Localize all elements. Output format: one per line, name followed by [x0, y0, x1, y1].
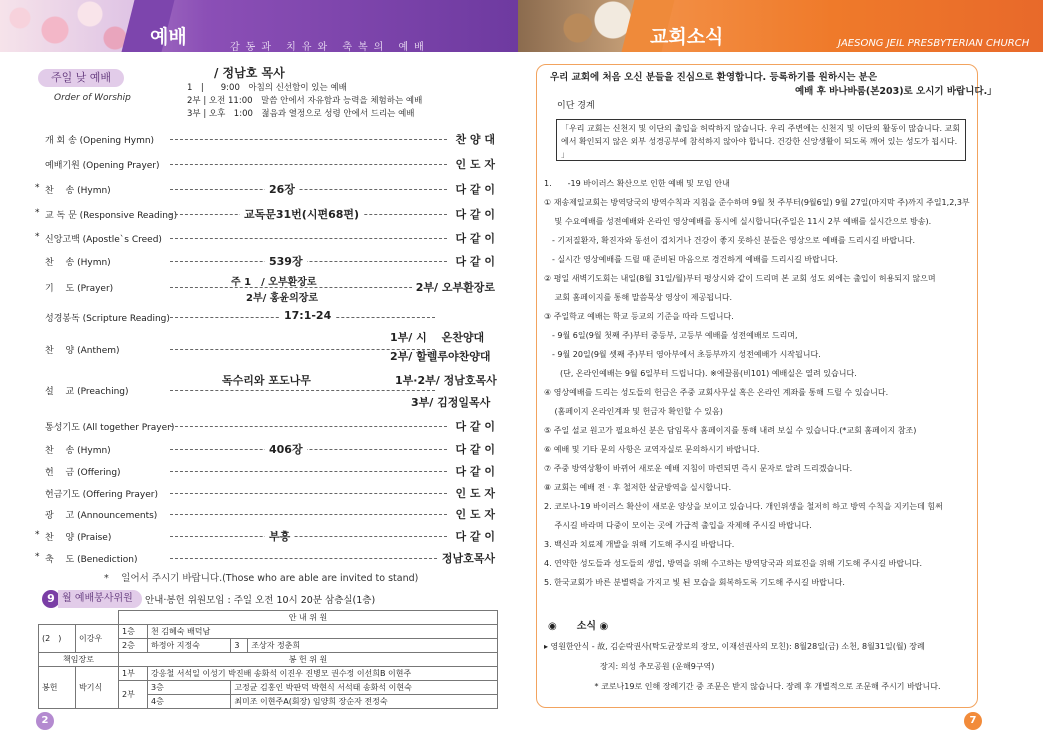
worship-label: 주일 낮 예배	[38, 69, 124, 87]
table-cell: 박기식	[76, 667, 119, 709]
news-line: - 기저질환자, 확진자와 동선이 겹치거나 건강이 좋지 못하신 분들은 영상으로 예배를 드리시길 바랍니다.	[544, 236, 916, 245]
worship-row	[35, 180, 495, 198]
volunteers-label: 월 예배봉사위원	[58, 590, 142, 608]
worship-row-leader: 다 같 이	[451, 441, 495, 457]
worship-row	[40, 417, 495, 435]
stand-note: * 일어서 주시기 바랍니다.(Those who are able are invited to stand)	[104, 573, 419, 584]
worship-row-label: 찬 송 (Hymn)	[45, 186, 111, 196]
header-left-subtitle: 감동과 치유와 축복의 예배	[230, 42, 430, 53]
leader-line	[170, 189, 447, 190]
news-line: ③ 주일학교 예배는 학교 등교의 기준을 따라 드립니다.	[544, 312, 734, 321]
worship-row-detail: 부흥	[265, 528, 294, 544]
worship-row	[40, 484, 495, 502]
worship-row-leader: 다 같 이	[451, 181, 495, 197]
worship-row-label: 찬 양 (Anthem)	[45, 346, 120, 356]
news-line: - 9월 6일(9월 첫째 주)부터 중등부, 고등부 예배를 성전예배로 드리며,	[544, 331, 798, 340]
leader-line	[170, 139, 447, 140]
news-line: (단, 온라인예배는 9월 6일부터 드립니다). ※에끌롬(비101) 예배실은 열려 있습니다.	[544, 369, 857, 378]
stand-marker: *	[35, 530, 40, 540]
table-cell: 최미조 이현주A(회장) 임양희 장순자 전정숙	[231, 695, 498, 709]
news-line: ⑥ 예배 및 기타 문의 사항은 교역자실로 문의하시기 바랍니다.	[544, 445, 760, 454]
leader-line	[170, 558, 447, 559]
sub-news-line: ▸ 영원한안식 - 故, 김순락권사(탁도균장로의 장모, 이재선권사의 모친): 8월28일(금) 소천, 8월31일(월) 장례	[544, 642, 925, 651]
stand-marker: *	[35, 552, 40, 562]
worship-row	[40, 440, 495, 458]
prayer-line1: 주 1 / 오부환장로	[231, 277, 317, 288]
worship-row-label: 성경봉독 (Scripture Reading)	[45, 314, 170, 324]
month-badge: 9	[42, 590, 60, 608]
news-line: 4. 연약한 성도들과 성도들의 생업, 방역을 위해 수고하는 방역당국과 의료진을 위해 기도해 주시길 바랍니다.	[544, 559, 923, 568]
news-line: 5. 한국교회가 바른 분별력을 가지고 빛 된 모습을 회복하도록 기도해 주시길 바랍니다.	[544, 578, 845, 587]
table-cell: 4층	[148, 695, 231, 709]
stand-marker: *	[35, 232, 40, 242]
worship-row-leader: 다 같 이	[451, 253, 495, 269]
anthem-line1: 1부/ 시 온찬양대	[390, 331, 485, 344]
worship-row	[40, 462, 495, 480]
worship-row-leader: 다 같 이	[451, 463, 495, 479]
leader-line	[170, 514, 447, 515]
anthem-line2: 2부/ 할렐루야찬양대	[390, 350, 491, 363]
worship-row-detail: 539장	[265, 253, 307, 269]
worship-row-leader: 다 같 이	[451, 418, 495, 434]
sermon-title: 독수리와 포도나무	[222, 374, 311, 387]
welcome-line2: 예배 후 바나바룸(본203)로 오시기 바랍니다.」	[795, 86, 997, 97]
table-cell: 1층	[119, 625, 148, 639]
table-row	[39, 611, 498, 625]
table-row	[39, 667, 498, 681]
worship-row-detail: 17:1-24	[280, 309, 335, 322]
worship-row-label: 신앙고백 (Apostle`s Creed)	[45, 235, 162, 245]
welcome-line1: 우리 교회에 처음 오신 분들을 진심으로 환영합니다. 등록하기를 원하시는 분은	[550, 72, 878, 83]
news-line: 교회 홈페이지를 통해 말씀묵상 영상이 제공됩니다.	[544, 293, 733, 302]
worship-row-detail: 교독문31번(시편68편)	[240, 206, 363, 222]
worship-row-detail: 406장	[265, 441, 307, 457]
schedule-line: 2부 | 오전 11:00 말씀 안에서 자유함과 능력을 체험하는 예배	[187, 96, 423, 106]
leader-line	[170, 261, 447, 262]
worship-row-label: 교 독 문 (Responsive Reading)	[45, 211, 178, 221]
worship-row-label: 찬 양 (Praise)	[45, 533, 112, 543]
table-cell: 3	[231, 639, 248, 653]
worship-row	[35, 549, 495, 567]
schedule-line: 3부 | 오후 1:00 젊음과 열정으로 성령 안에서 드리는 예배	[187, 109, 415, 119]
table-cell: 고정균 김홍인 박판덕 박현식 서석태 송화석 이현숙	[231, 681, 498, 695]
news-line: 1. -19 바이러스 확산으로 인한 예배 및 모임 안내	[544, 179, 730, 188]
worship-row-leader: 인 도 자	[451, 506, 495, 522]
worship-row-leader: 찬 양 대	[451, 131, 495, 147]
worship-label-en: Order of Worship	[54, 93, 131, 103]
news-line: 3. 백신과 치료제 개발을 위해 기도해 주시길 바랍니다.	[544, 540, 735, 549]
worship-row-label: 예배기원 (Opening Prayer)	[45, 161, 160, 171]
table-cell: 하정아 지정숙	[148, 639, 231, 653]
sermon-line2: 3부/ 김정일목사	[411, 396, 491, 409]
sub-news-line: * 코로나19로 인해 장례기간 중 조문은 받지 않습니다. 장례 후 개별적으로 조문해 주시기 바랍니다.	[544, 682, 941, 691]
worship-row	[40, 130, 495, 148]
worship-row-leader: 다 같 이	[451, 206, 495, 222]
worship-row-label: 찬 송 (Hymn)	[45, 258, 111, 268]
table-cell: 안 내 위 원	[119, 611, 498, 625]
worship-row	[35, 527, 495, 545]
worship-row-leader: 인 도 자	[451, 156, 495, 172]
table-cell: 봉 헌 위 원	[119, 653, 498, 667]
news-line: ④ 영상예배를 드리는 성도들의 헌금은 주중 교회사무실 혹은 온라인 계좌를 통해 드릴 수 있습니다.	[544, 388, 889, 397]
worship-row-leader: 정남호목사	[438, 550, 495, 566]
volunteers-meeting: 안내·봉헌 위원모임 : 주일 오전 10시 20분 삼층실(1층)	[145, 595, 376, 606]
table-cell: 이강우	[76, 625, 119, 653]
heresy-title: 이단 경계	[557, 101, 595, 111]
leader-line	[170, 536, 447, 537]
worship-row	[40, 155, 495, 173]
worship-row-label: 찬 송 (Hymn)	[45, 446, 111, 456]
header-left-title: 예배	[150, 26, 187, 48]
table-row	[39, 625, 498, 639]
leader-line	[170, 471, 447, 472]
table-cell: 봉헌	[39, 667, 76, 709]
table-cell: 1부	[119, 667, 148, 681]
leader-line	[170, 426, 447, 427]
preacher: / 정남호 목사	[214, 66, 285, 80]
news-line: 및 수요예배를 성전예배와 온라인 영상예배를 동시에 실시합니다(주일은 11시 2부 예배를 실시간으로 방송).	[544, 217, 932, 226]
worship-row-detail: 26장	[265, 181, 299, 197]
table-photo-image	[518, 0, 638, 52]
table-cell: 2층	[119, 639, 148, 653]
worship-row-label: 설 교 (Preaching)	[45, 387, 129, 397]
worship-row	[40, 308, 495, 326]
stand-marker: *	[35, 183, 40, 193]
page-number-left: 2	[36, 712, 54, 730]
leader-line	[170, 390, 435, 391]
sub-news-title: ◉ 소식 ◉	[548, 621, 609, 632]
news-line: (홈페이지 온라인계좌 및 헌금자 확인할 수 있음)	[544, 407, 723, 416]
sermon-line1: 1부·2부/ 정남호목사	[395, 374, 497, 387]
table-cell: 2부	[119, 681, 148, 709]
worship-row	[35, 229, 495, 247]
worship-row	[35, 205, 495, 223]
news-line: 2. 코로나-19 바이러스 확산이 새로운 양상을 보이고 있습니다. 개인위생을 철저히 하고 방역 수칙을 지키는데 힘써	[544, 502, 943, 511]
page-number-right: 7	[964, 712, 982, 730]
table-cell: (2 )	[39, 625, 76, 653]
table-cell: 3층	[148, 681, 231, 695]
worship-row-label: 기 도 (Prayer)	[45, 284, 114, 294]
worship-row	[40, 505, 495, 523]
worship-row-leader: 다 같 이	[451, 230, 495, 246]
news-line: ⑦ 주중 방역상황이 바뀌어 새로운 예배 지침이 마련되면 즉시 문자로 알려 드리겠습니다.	[544, 464, 853, 473]
volunteers-table	[38, 610, 498, 709]
table-cell: 책임장로	[39, 653, 119, 667]
header-right-title: 교회소식	[650, 26, 724, 48]
news-line: - 실시간 영상예배를 드릴 때 준비된 마음으로 경건하게 예배를 드리시길 바랍니다.	[544, 255, 838, 264]
prayer-line2: 2부/ 홍윤의장로	[246, 293, 319, 304]
news-line: ⑤ 주일 설교 원고가 필요하신 분은 담임목사 홈페이지를 통해 내려 보실 수 있습니다.(*교회 홈페이지 참조)	[544, 426, 917, 435]
worship-row-label: 광 고 (Announcements)	[45, 511, 158, 521]
heresy-notice: 「우리 교회는 신천지 및 이단의 출입을 허락하지 않습니다. 우리 주변에는 신천지 및 이단의 활동이 많습니다. 교회에서 확인되지 않은 외부 성경공부에 참석하지 않아야 합니다. 건강한 신앙생활이 되도록 깨어 있는 성도가 됩시다. 」	[556, 119, 966, 161]
table-row	[39, 653, 498, 667]
table-cell: 강응철 서석일 이성기 박진배 송화석 이진우 진병모 권수정 이선희B 이현주	[148, 667, 498, 681]
news-line: ① 재송제일교회는 방역당국의 방역수칙과 지침을 준수하며 9월 첫 주부터(9월6일) 9월 27일(마지막 주)까지 주일1,2,3부	[544, 198, 970, 207]
news-line: 주시길 바라며 다중이 모이는 곳에 가급적 출입을 자제해 주시길 바랍니다.	[544, 521, 812, 530]
worship-row-label: 축 도 (Benediction)	[45, 555, 138, 565]
worship-row-label: 통성기도 (All together Prayer)	[45, 423, 175, 433]
worship-row-leader: 다 같 이	[451, 528, 495, 544]
worship-row	[40, 252, 495, 270]
stand-marker: *	[35, 208, 40, 218]
leader-line	[170, 493, 447, 494]
worship-row-label: 개 회 송 (Opening Hymn)	[45, 136, 155, 146]
news-line: ⑧ 교회는 예배 전 · 후 철저한 살균방역을 실시합니다.	[544, 483, 732, 492]
worship-row-leader: 인 도 자	[451, 485, 495, 501]
worship-row-label: 헌 금 (Offering)	[45, 468, 121, 478]
schedule-line: 1 | 9:00 아침의 신선함이 있는 예배	[187, 83, 347, 93]
leader-line	[170, 238, 447, 239]
leader-line	[170, 164, 447, 165]
table-cell: 조상자 정춘희	[248, 639, 498, 653]
table-cell: 천 김혜숙 배덕남	[148, 625, 498, 639]
leader-line	[170, 449, 447, 450]
news-line: - 9월 20일(9월 셋째 주)부터 영아부에서 초등부까지 성전예배가 시작됩니다.	[544, 350, 821, 359]
header-right-subtitle: JAESONG JEIL PRESBYTERIAN CHURCH	[838, 38, 1030, 49]
sub-news-line: 장지: 의성 추모공원 (운해9구역)	[544, 662, 715, 671]
worship-row-leader: 2부/ 오부환장로	[412, 279, 495, 295]
worship-row-label: 헌금기도 (Offering Prayer)	[45, 490, 159, 500]
news-line: ② 평일 새벽기도회는 내일(8월 31일/월)부터 평상시와 같이 드리며 본 교회 성도 외에는 출입이 허용되지 않으며	[544, 274, 936, 283]
